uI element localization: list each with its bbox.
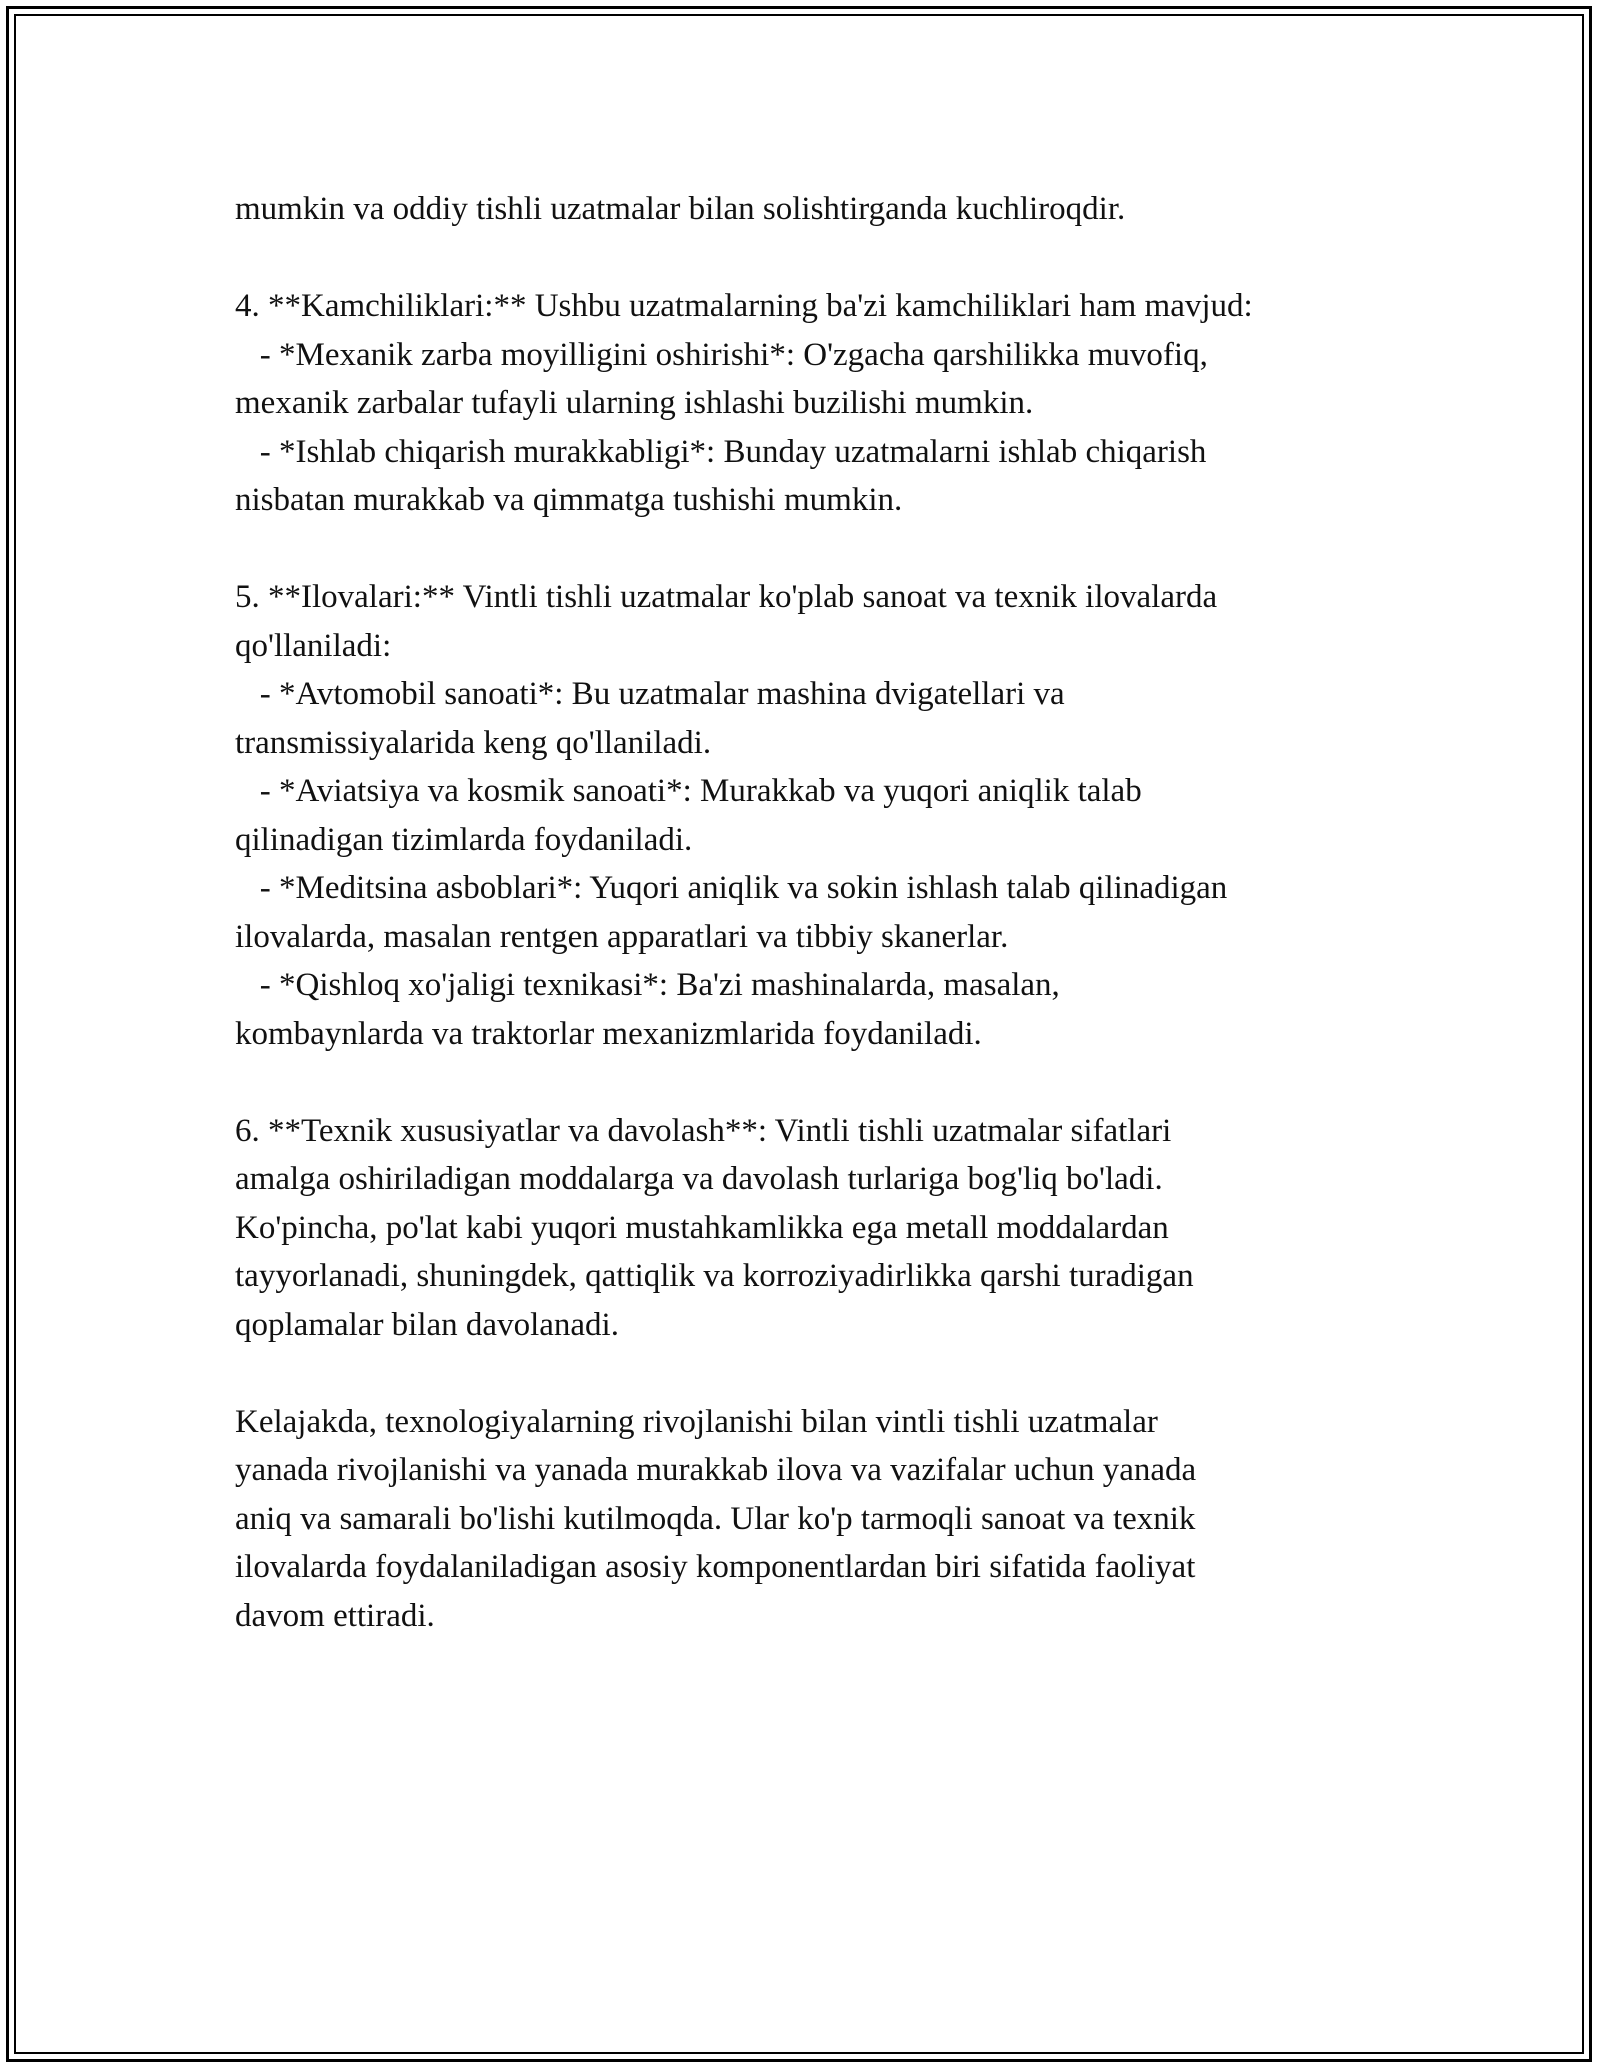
text-line: ilovalarda foydalaniladigan asosiy komponentlardan biri sifatida faoliyat [235, 1549, 1196, 1585]
text-line: 4. **Kamchiliklari:** Ushbu uzatmalarning ba'zi kamchiliklari ham mavjud: [235, 288, 1253, 324]
paragraph-section-4 [235, 282, 1395, 525]
text-line: davom ettiradi. [235, 1597, 435, 1634]
text-line: ilovalarda, masalan rentgen apparatlari va tibbiy skanerlar. [235, 918, 1009, 955]
text-line: Ko'pincha, po'lat kabi yuqori mustahkamlikka ega metall moddalardan [235, 1209, 1169, 1246]
text-line: amalga oshiriladigan moddalarga va davolash turlariga bog'liq bo'ladi. [235, 1161, 1163, 1197]
text-line: 5. **Ilovalari:** Vintli tishli uzatmalar ko'plab sanoat va texnik ilovalarda [235, 579, 1218, 615]
paragraph-gap [235, 1349, 1395, 1398]
text-line: aniq va samarali bo'lishi kutilmoqda. Ular ko'p tarmoqli sanoat va texnik [235, 1500, 1196, 1537]
text-line: 6. **Texnik xususiyatlar va davolash**: Vintli tishli uzatmalar sifatlari [235, 1112, 1172, 1149]
text-line: transmissiyalarida keng qo'llaniladi. [235, 724, 712, 761]
text-line: Kelajakda, texnologiyalarning rivojlanishi bilan vintli tishli uzatmalar [235, 1403, 1158, 1440]
paragraph-conclusion [235, 1398, 1395, 1641]
text-line: qoplamalar bilan davolanadi. [235, 1306, 619, 1343]
text-line: - *Aviatsiya va kosmik sanoati*: Murakkab va yuqori aniqlik talab [235, 773, 1142, 809]
text-line: - *Meditsina asboblari*: Yuqori aniqlik va sokin ishlash talab qilinadigan [235, 870, 1228, 906]
document-body [235, 185, 1395, 1640]
paragraph-section-6 [235, 1107, 1395, 1350]
paragraph-section-5 [235, 573, 1395, 1058]
paragraph-gap [235, 234, 1395, 283]
text-line: - *Ishlab chiqarish murakkabligi*: Bunday uzatmalarni ishlab chiqarish [235, 433, 1207, 470]
text-line: mexanik zarbalar tufayli ularning ishlashi buzilishi mumkin. [235, 385, 1034, 421]
text-line: nisbatan murakkab va qimmatga tushishi mumkin. [235, 482, 903, 518]
text-line: - *Mexanik zarba moyilligini oshirishi*: O'zgacha qarshilikka muvofiq, [235, 336, 1208, 373]
text-line: qo'llaniladi: [235, 627, 392, 664]
text-line: qilinadigan tizimlarda foydaniladi. [235, 821, 693, 858]
paragraph-gap [235, 1058, 1395, 1107]
text-line: kombaynlarda va traktorlar mexanizmlarida foydaniladi. [235, 1015, 982, 1052]
text-line: yanada rivojlanishi va yanada murakkab ilova va vazifalar uchun yanada [235, 1452, 1197, 1488]
paragraph-gap [235, 525, 1395, 574]
text-line: - *Qishloq xo'jaligi texnikasi*: Ba'zi mashinalarda, masalan, [235, 967, 1060, 1003]
paragraph-intro-tail [235, 185, 1395, 234]
text-line: - *Avtomobil sanoati*: Bu uzatmalar mashina dvigatellari va [235, 676, 1065, 712]
text-line: mumkin va oddiy tishli uzatmalar bilan solishtirganda kuchliroqdir. [235, 191, 1126, 227]
text-line: tayyorlanadi, shuningdek, qattiqlik va korroziyadirlikka qarshi turadigan [235, 1258, 1194, 1294]
